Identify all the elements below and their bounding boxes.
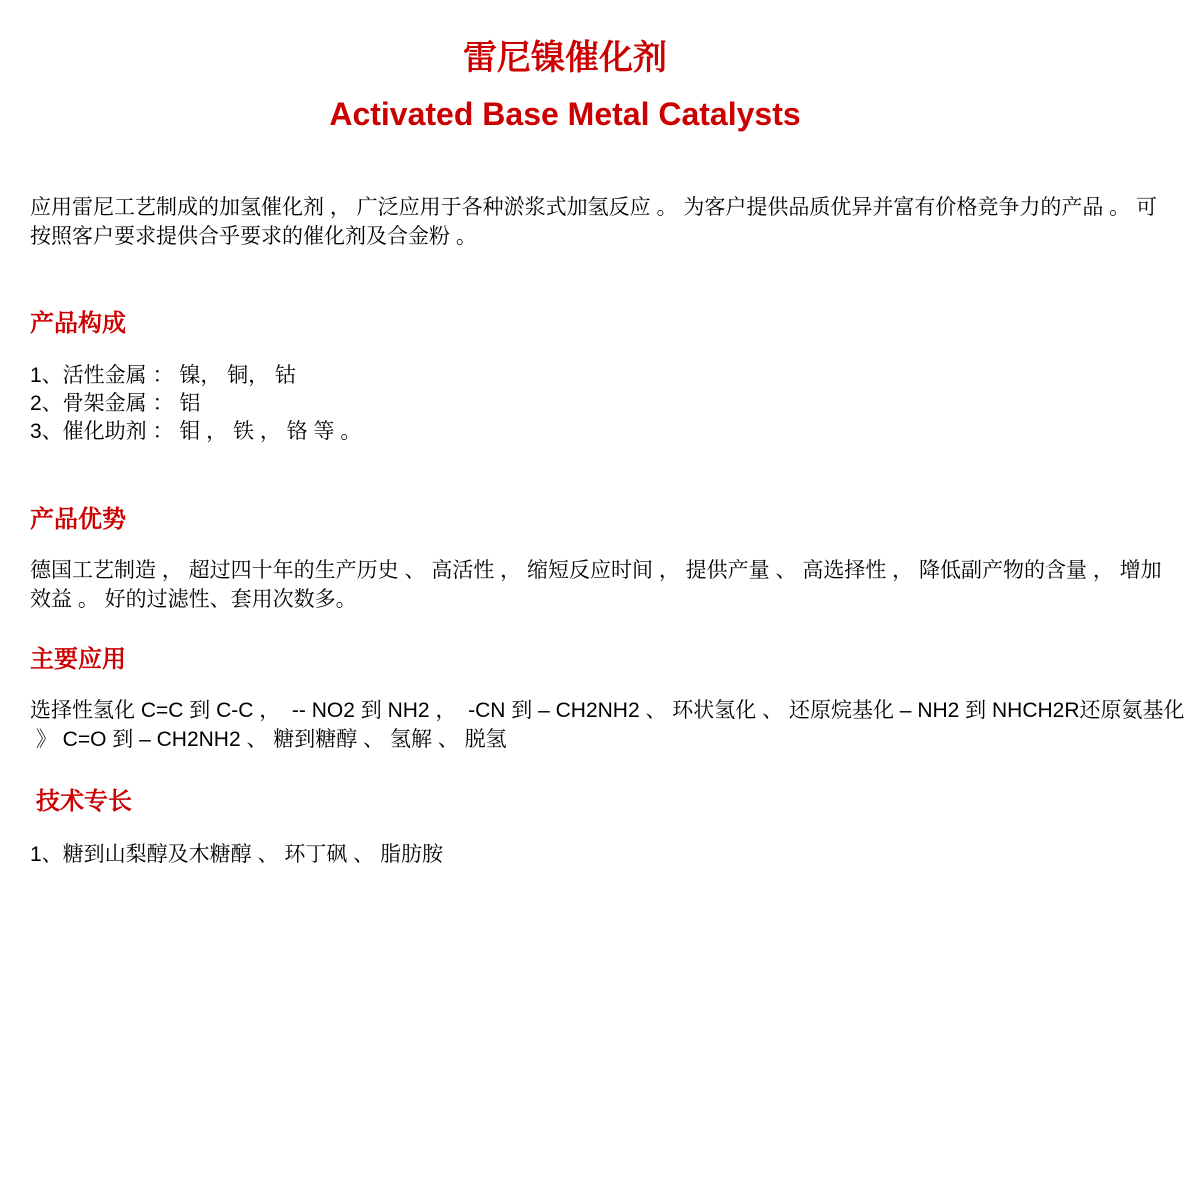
section-technical-expertise [30, 787, 1160, 869]
paragraph-line: 》 C=O 到 – CH2NH2 、 糖到糖醇 、 氢解 、 脱氢 [30, 728, 507, 751]
list-item: 3、催化助剂 ： 钼 ， 铁 ， 铬 等 。 [30, 420, 362, 443]
intro-line: 按照客户要求提供合乎要求的催化剂及合金粉 。 [30, 225, 477, 248]
list-item: 2、骨架金属 ： 铝 [30, 392, 201, 415]
applications-paragraph [30, 696, 1185, 754]
title-block [0, 0, 1130, 133]
intro-paragraph [30, 193, 1160, 251]
list-item: 1、活性金属 ： 镍， 铜， 钴 [30, 364, 297, 387]
section-heading-product-advantages: 产品优势 [30, 506, 126, 533]
advantages-paragraph [30, 556, 1160, 614]
section-heading-product-composition: 产品构成 [30, 310, 126, 337]
document-content [0, 193, 1200, 869]
section-heading-main-applications: 主要应用 [30, 646, 126, 673]
paragraph-line: 效益 。 好的过滤性、套用次数多。 [30, 588, 357, 611]
section-heading-technical-expertise: 技术专长 [36, 788, 132, 815]
list-item: 1、糖到山梨醇及木糖醇 、 环丁砜 、 脂肪胺 [30, 843, 444, 866]
page-title: 雷尼镍催化剂 [463, 39, 667, 77]
intro-line: 应用雷尼工艺制成的加氢催化剂 ， 广泛应用于各种淤浆式加氢反应 。 为客户提供品质优异并富有价格竞争力的产品 。 可 [30, 196, 1158, 219]
paragraph-line: 选择性氢化 C=C 到 C-C ， -- NO2 到 NH2 ， -CN 到 – CH2NH2 、 环状氢化 、 还原烷基化 – NH2 到 NHCH2R还原氨基化 [30, 699, 1185, 722]
expertise-list [30, 841, 1160, 869]
paragraph-line: 德国工艺制造 ， 超过四十年的生产历史 、 高活性 ， 缩短反应时间 ， 提供产量 、 高选择性 ， 降低副产物的含量 ， 增加 [30, 559, 1162, 582]
section-product-composition [30, 309, 1160, 446]
page-subtitle: Activated Base Metal Catalysts [329, 96, 801, 132]
composition-list [30, 362, 1160, 446]
section-main-applications [30, 645, 1185, 754]
section-product-advantages [30, 505, 1160, 614]
